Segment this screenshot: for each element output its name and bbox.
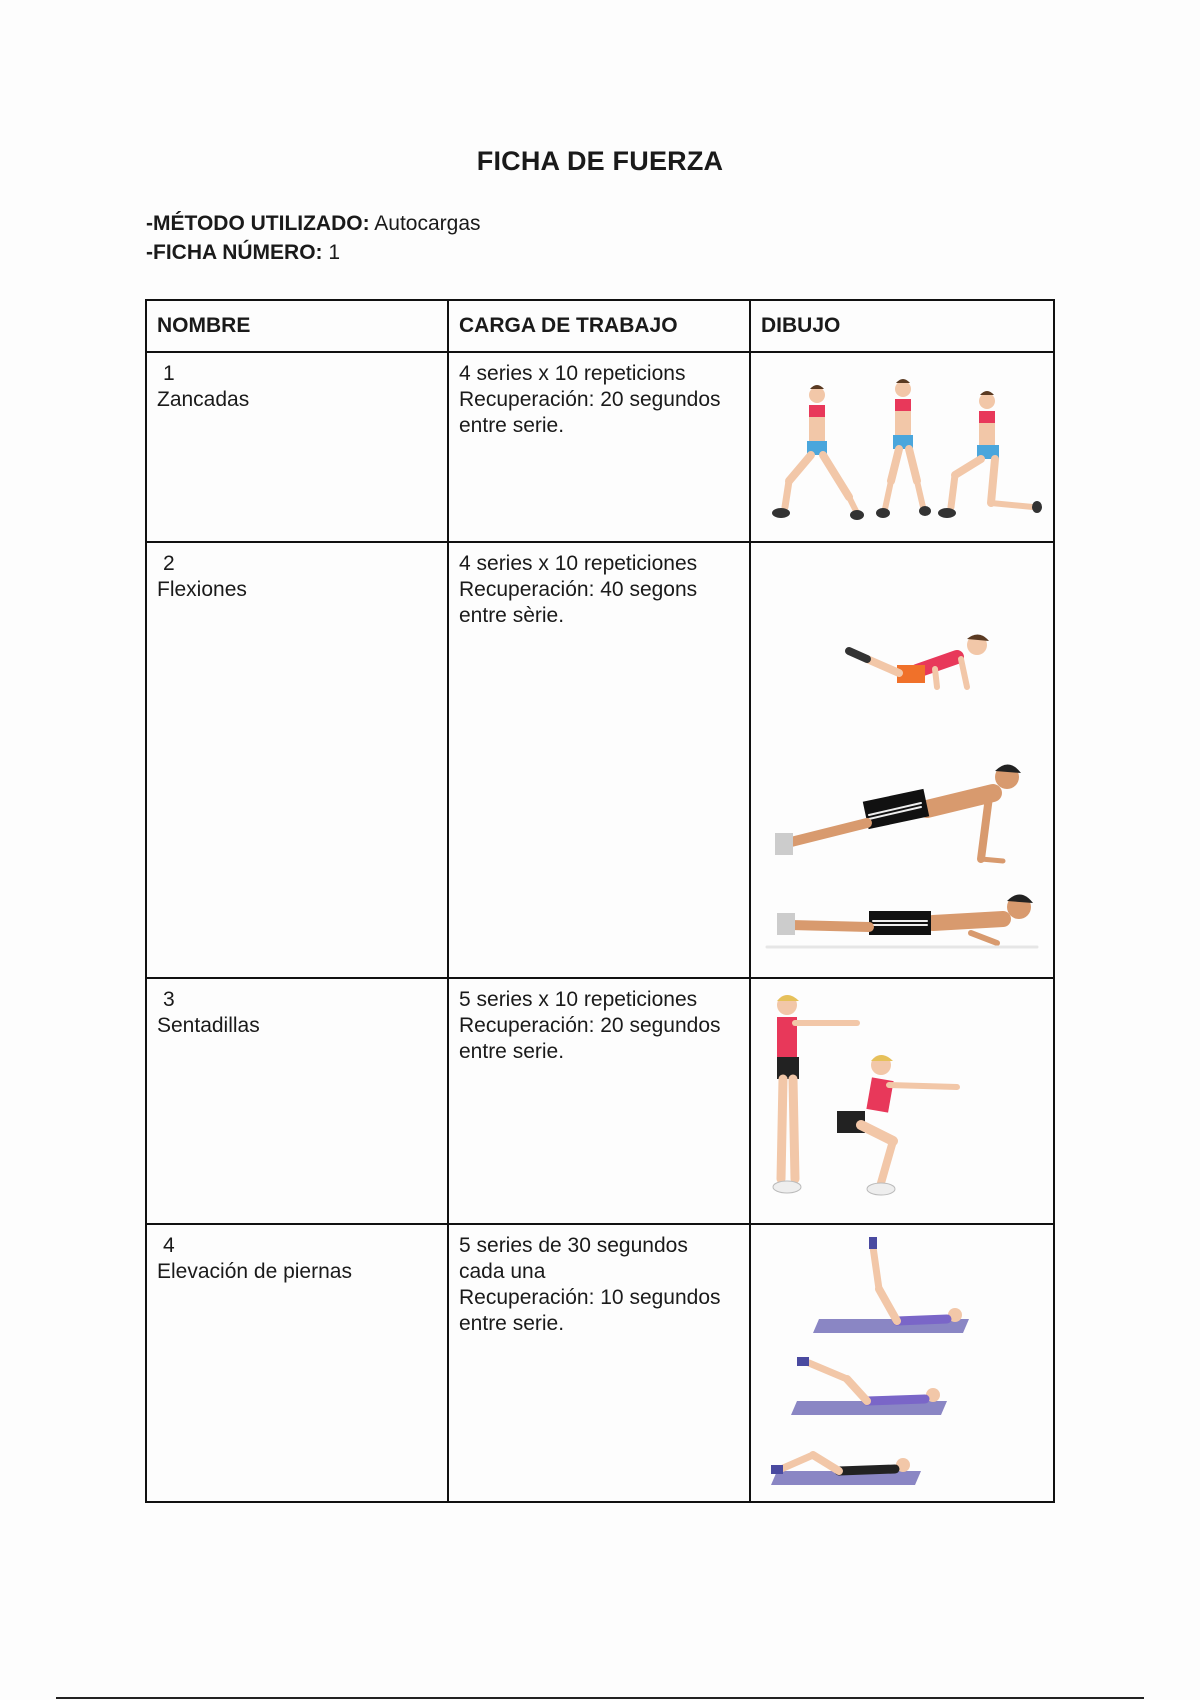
exercise-table — [145, 299, 1055, 1503]
metodo-value: Autocargas — [374, 212, 481, 235]
exercise-number: 1 — [163, 362, 175, 385]
carga-line: Recuperación: 20 segundos — [459, 388, 721, 411]
dibujo-cell — [750, 978, 1054, 1224]
dibujo-cell — [750, 542, 1054, 978]
carga-line: entre serie. — [459, 1312, 565, 1335]
carga-line: Recuperación: 10 segundos — [459, 1286, 721, 1309]
carga-cell — [448, 542, 750, 978]
squat-illustration — [757, 983, 1047, 1213]
exercise-name: Elevación de piernas — [157, 1260, 352, 1283]
pushup-illustration — [757, 547, 1047, 967]
ficha-value: 1 — [328, 241, 341, 264]
carga-line: 5 series x 10 repeticiones — [459, 988, 698, 1011]
carga-line: 4 series x 10 repeticions — [459, 362, 686, 385]
ficha-line — [146, 241, 340, 265]
footer-rule — [56, 1697, 1144, 1699]
carga-cell — [448, 978, 750, 1224]
carga-line: entre sèrie. — [459, 604, 565, 627]
carga-line: entre serie. — [459, 1040, 565, 1063]
nombre-cell — [146, 1224, 448, 1502]
carga-line: 5 series de 30 segundos — [459, 1234, 688, 1257]
carga-line: entre serie. — [459, 414, 565, 437]
page-title: FICHA DE FUERZA — [476, 146, 724, 176]
table-row — [146, 352, 1054, 542]
exercise-number: 4 — [163, 1234, 175, 1257]
carga-line: cada una — [459, 1260, 546, 1283]
metodo-label: -MÉTODO UTILIZADO: — [146, 212, 370, 235]
carga-line: 4 series x 10 repeticiones — [459, 552, 698, 575]
exercise-number: 2 — [163, 552, 175, 575]
carga-cell — [448, 1224, 750, 1502]
table-row — [146, 1224, 1054, 1502]
header-dibujo: DIBUJO — [750, 300, 1054, 352]
metodo-line — [146, 212, 481, 236]
carga-cell — [448, 352, 750, 542]
nombre-cell — [146, 978, 448, 1224]
nombre-cell — [146, 542, 448, 978]
carga-line: Recuperación: 20 segundos — [459, 1014, 721, 1037]
lunge-illustration — [757, 357, 1047, 529]
dibujo-cell — [750, 352, 1054, 542]
carga-line: Recuperación: 40 segons — [459, 578, 698, 601]
exercise-number: 3 — [163, 988, 175, 1011]
leg-raise-illustration — [757, 1229, 1047, 1491]
exercise-name: Sentadillas — [157, 1014, 260, 1037]
header-carga: CARGA DE TRABAJO — [448, 300, 750, 352]
header-nombre: NOMBRE — [146, 300, 448, 352]
table-row — [146, 978, 1054, 1224]
table-row — [146, 542, 1054, 978]
nombre-cell — [146, 352, 448, 542]
exercise-name: Zancadas — [157, 388, 250, 411]
exercise-name: Flexiones — [157, 578, 247, 601]
dibujo-cell — [750, 1224, 1054, 1502]
table-header-row — [146, 300, 1054, 352]
ficha-label: -FICHA NÚMERO: — [146, 241, 323, 264]
